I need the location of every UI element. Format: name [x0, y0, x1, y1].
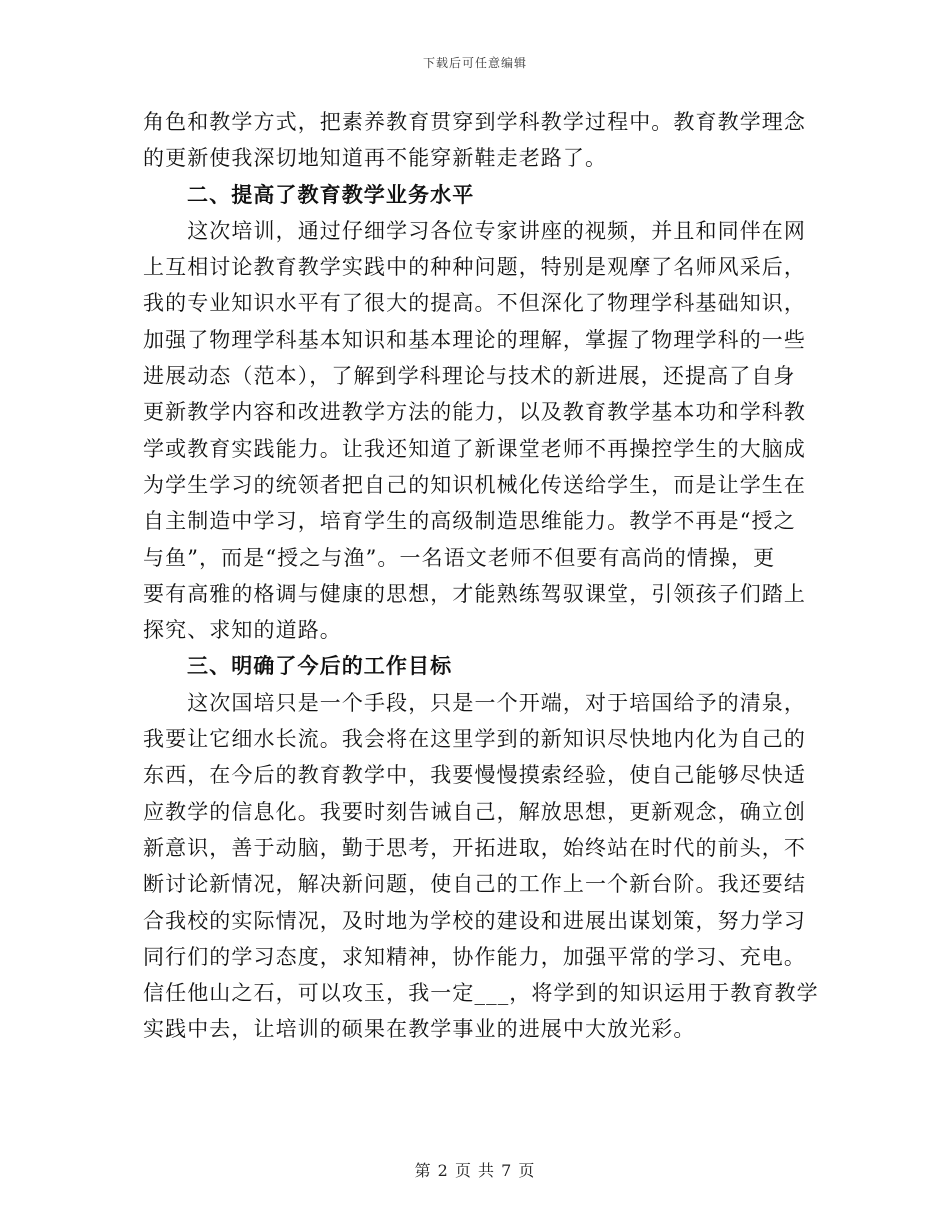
paragraph-line: 新意识，善于动脑，勤于思考，开拓进取，始终站在时代的前头，不: [143, 835, 806, 860]
page-footer: 第 2 页 共 7 页: [414, 1161, 536, 1180]
paragraph-line: 同行们的学习态度，求知精神，协作能力，加强平常的学习、充电。: [143, 944, 806, 969]
paragraph-line: 我要让它细水长流。我会将在这里学到的新知识尽快地内化为自己的: [143, 727, 806, 752]
paragraph-line: 加强了物理学科基本知识和基本理论的理解，掌握了物理学科的一些: [143, 327, 806, 352]
paragraph-line: 东西，在今后的教育教学中，我要慢慢摸索经验，使自己能够尽快适: [143, 763, 806, 788]
paragraph-line: 的更新使我深切地知道再不能穿新鞋走老路了。: [143, 146, 608, 171]
paragraph-line: 这次国培只是一个手段，只是一个开端，对于培国给予的清泉，: [143, 690, 806, 715]
paragraph-line: 断讨论新情况，解决新问题，使自己的工作上一个新台阶。我还要结: [143, 872, 806, 897]
paragraph-line: 进展动态（范本），了解到学科理论与技术的新进展，还提高了自身: [143, 364, 796, 389]
paragraph-line: 我的专业知识水平有了很大的提高。不但深化了物理学科基础知识，: [143, 291, 806, 316]
page-header: 下载后可任意编辑: [422, 56, 527, 70]
paragraph-line: 角色和教学方式，把素养教育贯穿到学科教学过程中。教育教学理念: [143, 110, 806, 134]
paragraph-line: 要有高雅的格调与健康的思想，才能熟练驾驭课堂，引领孩子们踏上: [143, 581, 806, 606]
paragraph-line: 更新教学内容和改进教学方法的能力，以及教育教学基本功和学科教: [143, 400, 806, 425]
section-heading: 二、提高了教育教学业务水平: [187, 181, 475, 207]
paragraph-line: 探究、求知的道路。: [143, 618, 342, 643]
section-heading: 三、明确了今后的工作目标: [187, 653, 453, 679]
paragraph-line: 合我校的实际情况，及时地为学校的建设和进展出谋划策，努力学习: [143, 908, 806, 933]
paragraph-line: 应教学的信息化。我要时刻告诫自己，解放思想，更新观念，确立创: [143, 799, 806, 824]
paragraph-line: 自主制造中学习，培育学生的高级制造思维能力。教学不再是“授之: [143, 509, 796, 534]
paragraph-line: 与鱼”，而是“授之与渔”。一名语文老师不但要有高尚的情操，更: [143, 545, 776, 570]
paragraph-line: 学或教育实践能力。让我还知道了新课堂老师不再操控学生的大脑成: [143, 436, 806, 461]
paragraph-line: 这次培训，通过仔细学习各位专家讲座的视频，并且和同伴在网: [143, 218, 806, 243]
document-body: [143, 104, 819, 1048]
paragraph-line: 信任他山之石，可以攻玉，我一定___，将学到的知识运用于教育教学: [143, 981, 819, 1006]
paragraph-line: 为学生学习的统领者把自己的知识机械化传送给学生，而是让学生在: [143, 472, 806, 497]
paragraph-line: 上互相讨论教育教学实践中的种种问题，特别是观摩了名师风采后，: [143, 255, 806, 280]
paragraph-line: 实践中去，让培训的硕果在教学事业的进展中大放光彩。: [143, 1017, 696, 1042]
